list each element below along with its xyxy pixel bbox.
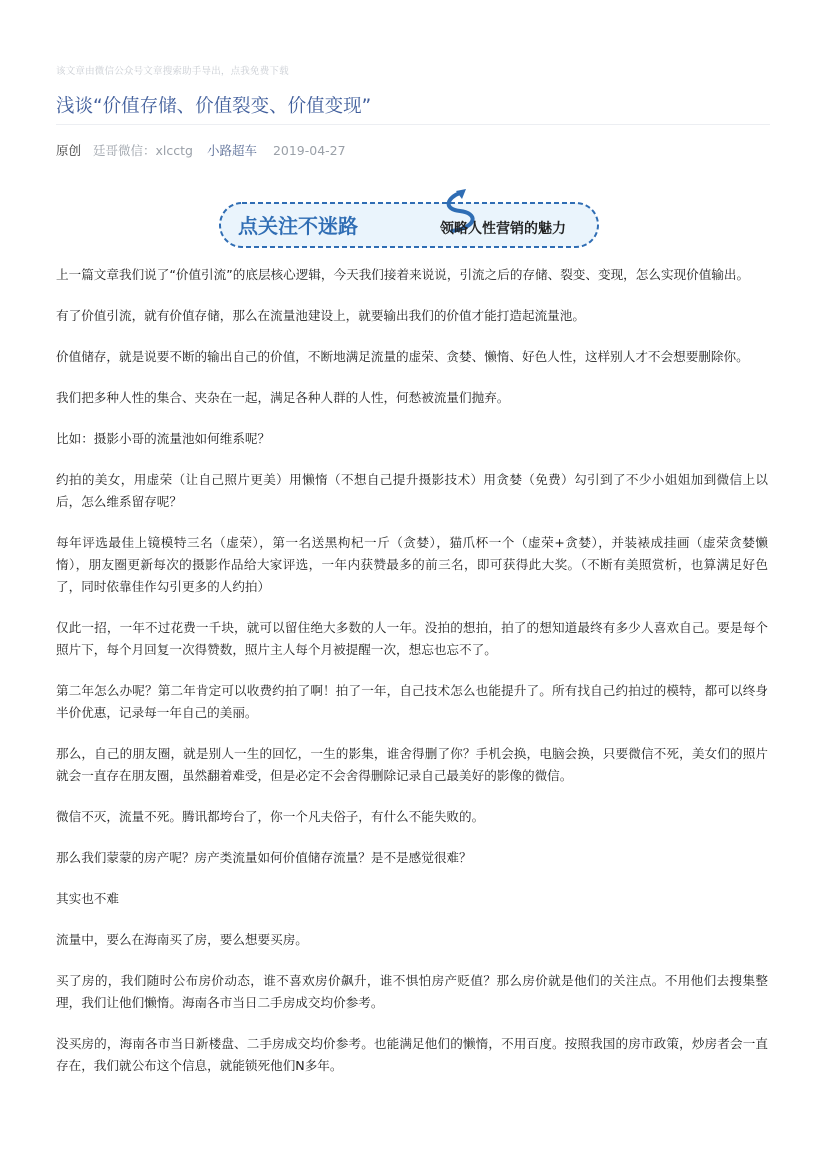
paragraph: 我们把多种人性的集合、夹杂在一起，满足各种人群的人性，何愁被流量们抛弃。 [56, 390, 510, 405]
title-divider [56, 124, 770, 125]
article-content [56, 264, 768, 1096]
original-tag: 原创 [56, 143, 82, 158]
author-name: 廷哥微信：xlcctg [93, 143, 193, 158]
paragraph: 微信不灭，流量不死。腾讯都垮台了，你一个凡夫俗子，有什么不能失败的。 [56, 809, 485, 824]
article-meta [56, 141, 346, 159]
paragraph: 其实也不难 [56, 891, 119, 906]
paragraph: 买了房的，我们随时公布房价动态，谁不喜欢房价飙升，谁不惧怕房产贬值？那么房价就是他们的关注点。不用他们去搜集整理，我们让他们懒惰。海南各市当日二手房成交均价参考。 [56, 973, 768, 1010]
banner-left-text: 点关注不迷路 [238, 214, 358, 238]
paragraph: 仅此一招，一年不过花费一千块，就可以留住绝大多数的人一年。没拍的想拍，拍了的想知道最终有多少人喜欢自己。要是每个照片下，每个月回复一次得赞数，照片主人每个月被提醒一次，想忘也忘不了。 [56, 620, 768, 657]
paragraph: 价值储存，就是说要不断的输出自己的价值，不断地满足流量的虚荣、贪婪、懒惰、好色人性，这样别人才不会想要删除你。 [56, 349, 749, 364]
publish-date: 2019-04-27 [272, 143, 346, 158]
paragraph: 那么，自己的朋友圈，就是别人一生的回忆，一生的影集，谁舍得删了你？手机会换，电脑会换，只要微信不死，美女们的照片就会一直存在朋友圈，虽然翻着难受，但是必定不会舍得删除记录自己最美好的影像的微信。 [56, 746, 768, 783]
paragraph: 约拍的美女，用虚荣（让自己照片更美）用懒惰（不想自己提升摄影技术）用贪婪（免费）勾引到了不少小姐姐加到微信上以后，怎么维系留存呢？ [56, 472, 768, 509]
paragraph: 那么我们蒙蒙的房产呢？房产类流量如何价值储存流量？是不是感觉很难？ [56, 850, 472, 865]
follow-banner-graphic [216, 185, 602, 251]
banner-right-text: 领略人性营销的魅力 [440, 221, 566, 237]
paragraph: 比如：摄影小哥的流量池如何维系呢？ [56, 431, 271, 446]
account-name-link[interactable]: 小路超车 [206, 143, 257, 158]
paragraph: 第二年怎么办呢？第二年肯定可以收费约拍了啊！拍了一年，自己技术怎么也能提升了。所有找自己约拍过的模特，都可以终身半价优惠，记录每一年自己的美丽。 [56, 683, 768, 720]
paragraph: 有了价值引流，就有价值存储，那么在流量池建设上，就要输出我们的价值才能打造起流量池。 [56, 308, 585, 323]
paragraph: 没买房的，海南各市当日新楼盘、二手房成交均价参考。也能满足他们的懒惰，不用百度。按照我国的房市政策，炒房者会一直存在，我们就公布这个信息，就能锁死他们N多年。 [56, 1036, 768, 1073]
paragraph: 上一篇文章我们说了“价值引流”的底层核心逻辑，今天我们接着来说说，引流之后的存储、裂变、变现，怎么实现价值输出。 [56, 267, 750, 282]
export-notice-link[interactable]: 该文章由微信公众号文章搜索助手导出，点我免费下载 [56, 66, 289, 77]
paragraph: 每年评选最佳上镜模特三名（虚荣），第一名送黑枸杞一斤（贪婪），猫爪杯一个（虚荣+贪婪），并装裱成挂画（虚荣贪婪懒惰），朋友圈更新每次的摄影作品给大家评选，一年内获赞最多的前三名，即可获得此大奖。（不断有美照赏析，也算满足好色了，同时依靠佳作勾引更多的人约拍） [56, 535, 768, 594]
follow-banner [216, 185, 602, 251]
article-title: 浅谈“价值存储、价值裂变、价值变现” [56, 96, 372, 117]
paragraph: 流量中，要么在海南买了房，要么想要买房。 [56, 932, 308, 947]
